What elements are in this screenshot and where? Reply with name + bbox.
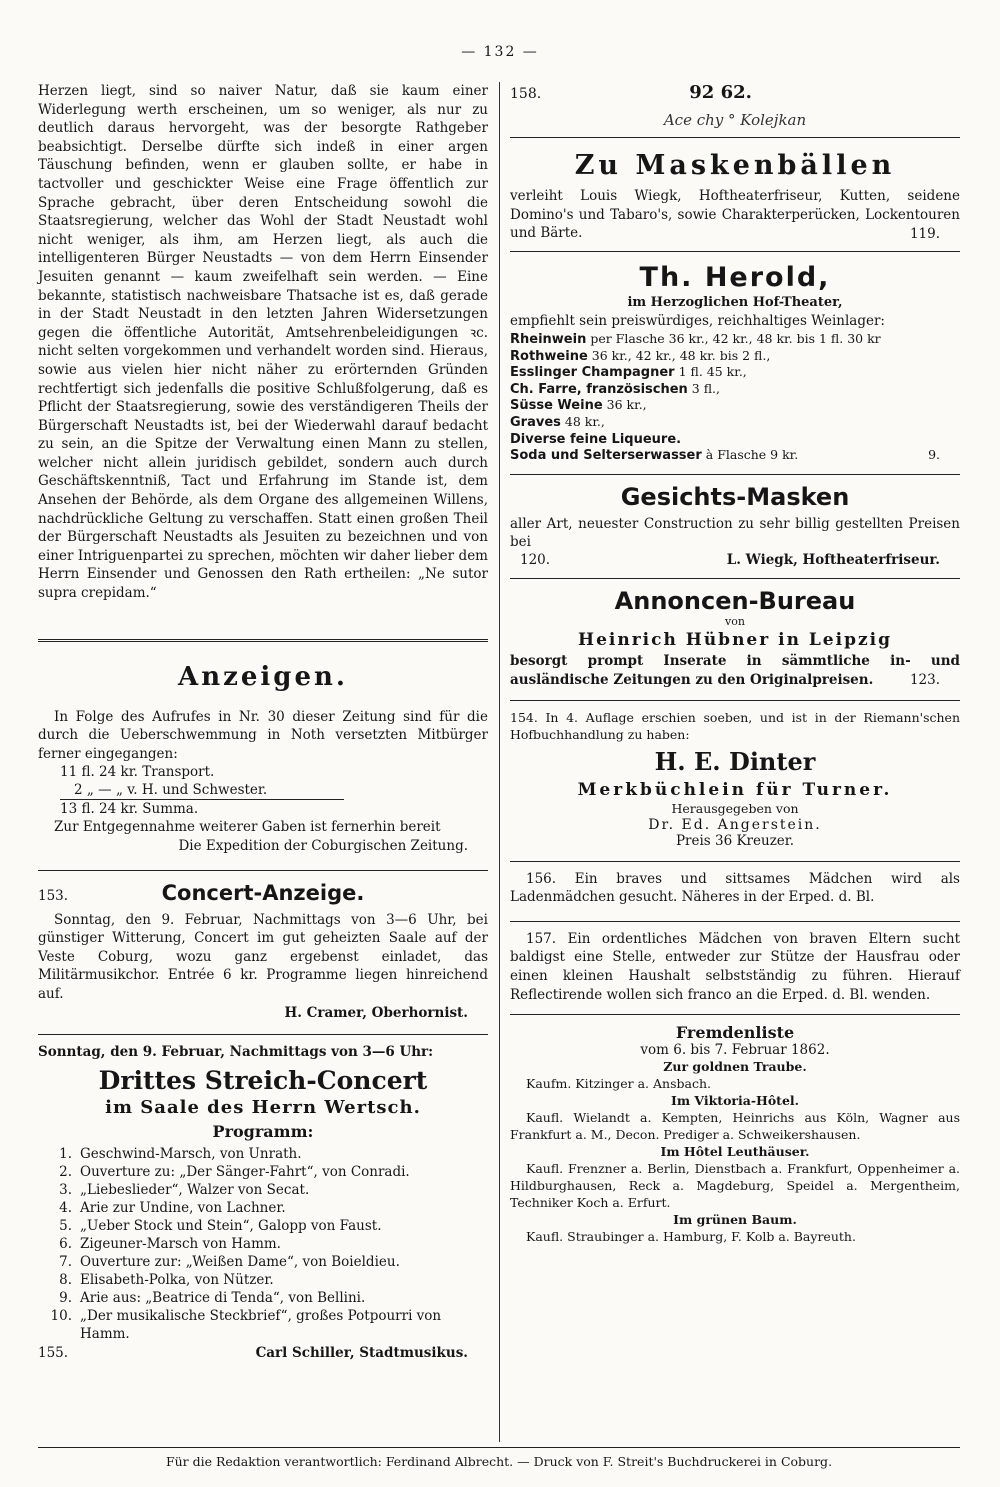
concert-number: 153.	[38, 887, 69, 904]
programm-item: 8. Elisabeth-Polka, von Nützer.	[59, 1271, 274, 1288]
programm-item: 2. Ouverture zu: „Der Sänger-Fahrt“, von Conradi.	[59, 1163, 410, 1180]
programm-list	[38, 1145, 488, 1343]
masken-number: 119.	[909, 225, 940, 242]
gesichts-number: 120.	[520, 551, 551, 568]
page-number: — 132 —	[461, 44, 539, 60]
section-divider	[510, 861, 960, 862]
streich-date: Sonntag, den 9. Februar, Nachmittags von 3—6 Uhr:	[38, 1044, 434, 1061]
hotel-guests: Kaufl. Frenzner a. Berlin, Dienstbach a. Frankfurt, Oppenheimer a. Hildburghausen, Reck a. Magdeburg, Speidel a. Mergentheim, Techniker Koch a. Erfurt.	[510, 1161, 960, 1211]
ad154-text: 154. In 4. Auflage erschien soeben, und ist in der Riemann'schen Hofbuchhandlung zu haben:	[510, 709, 960, 742]
hotel-name: Im Viktoria-Hôtel.	[670, 1093, 800, 1109]
section-divider	[510, 700, 960, 701]
section-divider	[38, 870, 488, 871]
wine-item: Esslinger Champagner 1 fl. 45 kr.,	[510, 364, 747, 381]
masken-text: verleiht Louis Wiegk, Hoftheaterfriseur, Kutten, seidene Domino's und Tabaro's, sowie Charakterperücken, Lockentouren und Bärte.	[510, 188, 960, 242]
wine-item: Rheinwein per Flasche 36 kr., 42 kr., 48 kr. bis 1 fl. 30 kr	[510, 330, 881, 347]
programm-item: 9. Arie aus: „Beatrice di Tenda“, von Bellini.	[59, 1289, 366, 1306]
section-divider	[510, 137, 960, 138]
streich-title: Drittes Streich-Concert	[98, 1065, 428, 1095]
wine-item: Süsse Weine 36 kr.,	[510, 397, 647, 414]
section-divider	[510, 474, 960, 475]
herold-sub: im Herzoglichen Hof-Theater,	[627, 295, 843, 311]
aufruf-line: 2 „ — „ v. H. und Schwester.	[60, 781, 344, 800]
annoncen-text: besorgt prompt Inserate in sämmtliche in- und ausländische Zeitungen zu den Originalpreisen.	[510, 652, 960, 688]
wine-item: Diverse feine Liqueure.	[510, 431, 682, 447]
annoncen-heading: Annoncen-Bureau	[614, 586, 856, 615]
section-divider	[510, 921, 960, 922]
annoncen-name: Heinrich Hübner in Leipzig	[578, 629, 892, 650]
hotel-guests: Kaufl. Straubinger a. Hamburg, F. Kolb a. Bayreuth.	[526, 1229, 856, 1245]
programm-item: 3. „Liebeslieder“, Walzer von Secat.	[59, 1181, 310, 1198]
herold-number: 9.	[928, 447, 940, 463]
masken-heading: Zu Maskenbällen	[574, 150, 896, 181]
programm-item: 5. „Ueber Stock und Stein“, Galopp von Faust.	[59, 1217, 382, 1234]
gesichts-footer	[510, 552, 960, 568]
concert-header	[38, 881, 488, 905]
wine-list	[510, 331, 960, 464]
annoncen-number: 123.	[909, 672, 940, 689]
section-divider	[510, 251, 960, 252]
programm-item: 10. „Der musikalische Steckbrief“, großes Potpourri von Hamm.	[50, 1307, 442, 1342]
hotel-guests: Kaufm. Kitzinger a. Ansbach.	[526, 1076, 711, 1092]
anzeigen-heading: Anzeigen.	[178, 661, 348, 692]
wine-item: Ch. Farre, französischen 3 fl.,	[510, 380, 721, 397]
hotel-name: Im Hôtel Leuthäuser.	[660, 1144, 810, 1160]
gesichts-signature: L. Wiegk, Hoftheaterfriseur.	[726, 551, 940, 568]
programm-item: 6. Zigeuner-Marsch von Hamm.	[59, 1235, 281, 1252]
programm-item: 4. Arie zur Undine, von Lachner.	[59, 1199, 286, 1216]
section-divider	[510, 1014, 960, 1015]
aufruf-closing: Zur Entgegennahme weiterer Gaben ist fernerhin bereit	[54, 819, 441, 836]
streich-footer	[38, 1345, 488, 1361]
concert-text: Sonntag, den 9. Februar, Nachmittags von 3—6 Uhr, bei günstiger Witterung, Concert im gut geheizten Saale auf der Veste Coburg, wozu ganz ergebenst einladet, das Militärmusikchor. Entrée 6 kr. Programme liegen hinreichend auf.	[38, 911, 488, 1002]
herold-intro: empfiehlt sein preiswürdiges, reichhaltiges Weinlager:	[510, 313, 885, 330]
section-divider	[38, 639, 488, 642]
hotel-name: Im grünen Baum.	[673, 1212, 797, 1228]
programm-item: 7. Ouverture zur: „Weißen Dame“, von Boieldieu.	[59, 1253, 400, 1270]
aufruf-line: 13 fl. 24 kr. Summa.	[60, 801, 199, 818]
ad154-author: H. E. Dinter	[654, 746, 816, 776]
page-footer: Für die Redaktion verantwortlich: Ferdinand Albrecht. — Druck von F. Streit's Buchdruckerei in Coburg.	[38, 1447, 960, 1469]
fremden-heading: Fremdenliste	[675, 1023, 795, 1043]
streich-subtitle: im Saale des Herrn Wertsch.	[105, 1096, 421, 1118]
ad157-text: 157. Ein ordentliches Mädchen von braven Eltern sucht baldigst eine Stelle, entweder zur Stütze der Hausfrau oder einen kleinen Haushalt selbstständig zu führen. Hierauf Reflectirende wollen sich franco an die Erped. d. Bl. wenden.	[510, 930, 960, 1003]
ad156-text: 156. Ein braves und sittsames Mädchen wird als Ladenmädchen gesucht. Näheres in der Erped. d. Bl.	[510, 870, 960, 906]
article-continuation: Herzen liegt, sind so naiver Natur, daß sie kaum einer Widerlegung werth erscheinen, um so weniger, als nur zu deutlich daraus hervorgeht, was der besorgte Rathgeber beabsichtigt. Derselbe dürfte sich indeß in einer argen Täuschung befinden, wenn er glauben sollte, er habe in tactvoller und geschickter Weise eine Frage öffentlich zur Sprache gebracht, über deren Entscheidung sowohl die Staatsregierung, welcher das Wohl der Stadt Neustadt wohl nicht weniger, als ihm, am Herzen liegt, als auch die intelligenteren Bürger Neustadts — von dem Herrn Einsender Jesuiten genannt — kaum zweifelhaft sein werden. — Eine bekannte, statistisch nachweisbare Thatsache ist es, daß gerade in der Stadt Neustadt in den letzten Jahren Widersetzungen gegen die öffentliche Autorität, Amtsehrenbeleidigungen ꝛc. nicht selten vorgekommen und verhandelt worden sind. Hieraus, sowie aus vielen hier nicht näher zu erörternden Gründen rechtfertigt sich jedenfalls die positive Schlußfolgerung, daß es Pflicht der Staatsregierung, sowie des verständigeren Theils der Bürgerschaft Neustadts ist, bei der Wiederwahl darauf bedacht zu sein, an die Spitze der Verwaltung einen Mann zu stellen, welcher nicht allein juridisch gebildet, sondern auch durch Geschäftskenntniß, Tact und Erfahrung im Stande ist, dem Ansehen der Behörde, als dem Organe des allgemeinen Willens, nachdrückliche Geltung zu verschaffen. Statt einen großen Theil der Bürgerschaft Neustadts als Jesuiten zu bezeichnen und von einer Intriguenpartei zu sprechen, möchten wir daher lieber dem Herrn Einsender und Genossen den Rath ertheilen: „Ne sutor supra crepidam.“	[38, 83, 488, 602]
streich-number: 155.	[38, 1344, 69, 1361]
aufruf-text: In Folge des Aufrufes in Nr. 30 dieser Zeitung sind für die durch die Ueberschwemmung in Noth versetzten Mitbürger ferner eingegangen:	[38, 708, 488, 762]
ad154-price: Preis 36 Kreuzer.	[675, 832, 795, 849]
ad158-code: 92 62.	[689, 82, 752, 103]
aufruf-lines	[38, 763, 488, 818]
concert-signature: H. Cramer, Oberhornist.	[284, 1004, 468, 1021]
aufruf-line: 11 fl. 24 kr. Transport.	[60, 764, 215, 781]
ad154-editor: Dr. Ed. Angerstein.	[648, 816, 822, 833]
herold-name: Th. Herold,	[639, 262, 831, 294]
hotel-guests: Kaufl. Wielandt a. Kempten, Heinrichs aus Köln, Wagner aus Frankfurt a. M., Decon. Prediger a. Schweikershausen.	[510, 1110, 960, 1143]
streich-signature: Carl Schiller, Stadtmusikus.	[255, 1344, 468, 1361]
gesichts-text: aller Art, neuester Construction zu sehr billig gestellten Preisen bei	[510, 515, 960, 551]
section-divider	[510, 578, 960, 579]
aufruf-signature: Die Expedition der Coburgischen Zeitung.	[178, 838, 468, 854]
left-column	[38, 82, 488, 1442]
wine-item: Rothweine 36 kr., 42 kr., 48 kr. bis 2 fl.,	[510, 347, 771, 364]
concert-heading: Concert-Anzeige.	[161, 880, 365, 905]
ad154-title: Merkbüchlein für Turner.	[577, 779, 893, 800]
hotel-name: Zur goldnen Traube.	[663, 1059, 807, 1075]
column-divider	[499, 82, 500, 1442]
wine-item: Graves 48 kr.,	[510, 413, 605, 430]
wine-item: Soda und Selterserwasser à Flasche 9 kr. 9.	[510, 447, 960, 464]
right-column	[510, 82, 960, 1442]
ad154-editor-label: Herausgegeben von	[671, 800, 799, 816]
programm-item: 1. Geschwind-Marsch, von Unrath.	[59, 1145, 302, 1162]
annoncen-von: von	[725, 614, 745, 628]
ad158-handwriting: Ace chy ° Kolejkan	[663, 111, 807, 129]
ad158-header	[510, 82, 960, 103]
fremden-dates: vom 6. bis 7. Februar 1862.	[640, 1042, 830, 1059]
gesichts-heading: Gesichts-Masken	[620, 482, 850, 511]
programm-label: Programm:	[212, 1121, 314, 1141]
section-divider	[38, 1034, 488, 1035]
ad158-number: 158.	[510, 86, 542, 102]
